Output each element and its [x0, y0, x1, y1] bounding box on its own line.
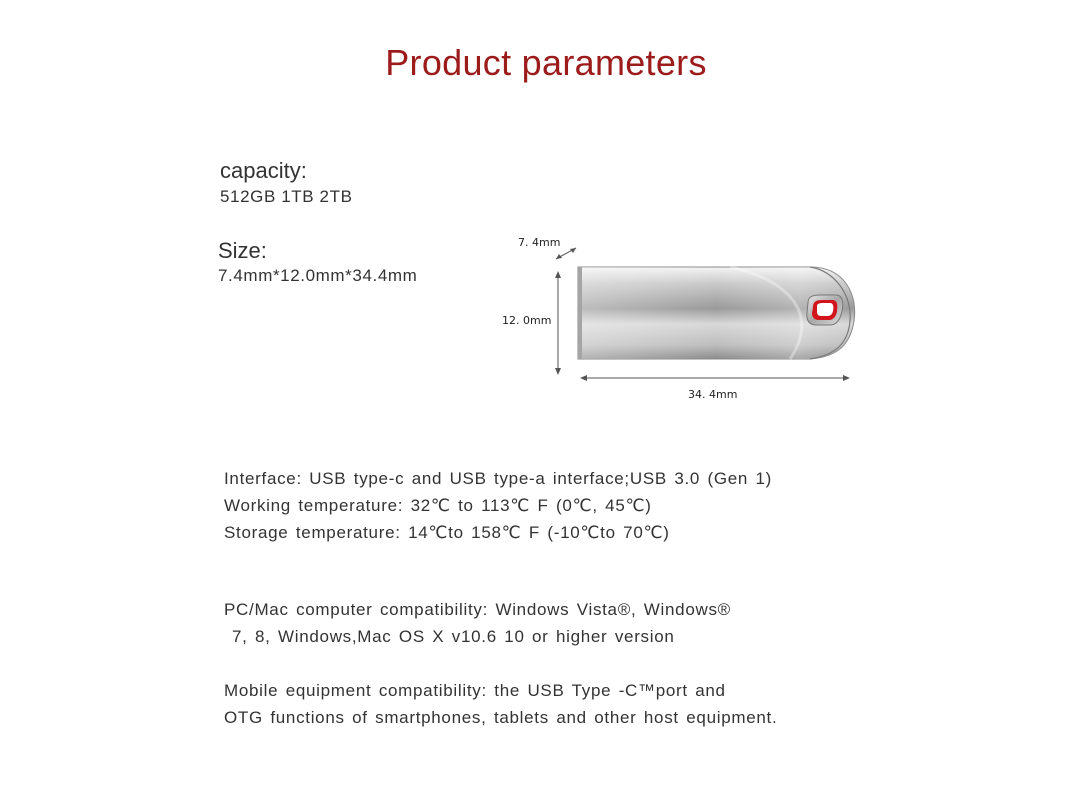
storage-temperature-spec: Storage temperature: 14℃to 158℃ F (-10℃to 70℃) — [224, 523, 670, 542]
usb-drive-dimension-diagram — [490, 225, 870, 415]
pc-compatibility-line-1: PC/Mac computer compatibility: Windows Vista®, Windows® — [224, 600, 731, 619]
height-dimension-label: 12. 0mm — [502, 314, 552, 327]
size-value: 7.4mm*12.0mm*34.4mm — [218, 266, 418, 285]
pc-compatibility-line-2: 7, 8, Windows,Mac OS X v10.6 10 or higher version — [232, 627, 675, 646]
capacity-label: capacity: — [220, 158, 307, 183]
mobile-compatibility — [224, 677, 777, 731]
thickness-dimension-label: 7. 4mm — [518, 236, 561, 249]
length-dimension-label: 34. 4mm — [688, 388, 738, 401]
size-label: Size: — [218, 238, 267, 263]
page-title: Product parameters — [385, 42, 707, 83]
mobile-compatibility-line-1: Mobile equipment compatibility: the USB Type -C™port and — [224, 681, 726, 700]
environment-specs — [224, 465, 772, 546]
usb-drive-illustration — [578, 267, 855, 359]
working-temperature-spec: Working temperature: 32℃ to 113℃ F (0℃, 45℃) — [224, 496, 652, 515]
mobile-compatibility-line-2: OTG functions of smartphones, tablets and other host equipment. — [224, 708, 778, 727]
pc-compatibility — [224, 596, 731, 650]
capacity-value: 512GB 1TB 2TB — [220, 187, 353, 206]
interface-spec: Interface: USB type-c and USB type-a interface;USB 3.0 (Gen 1) — [224, 469, 773, 488]
